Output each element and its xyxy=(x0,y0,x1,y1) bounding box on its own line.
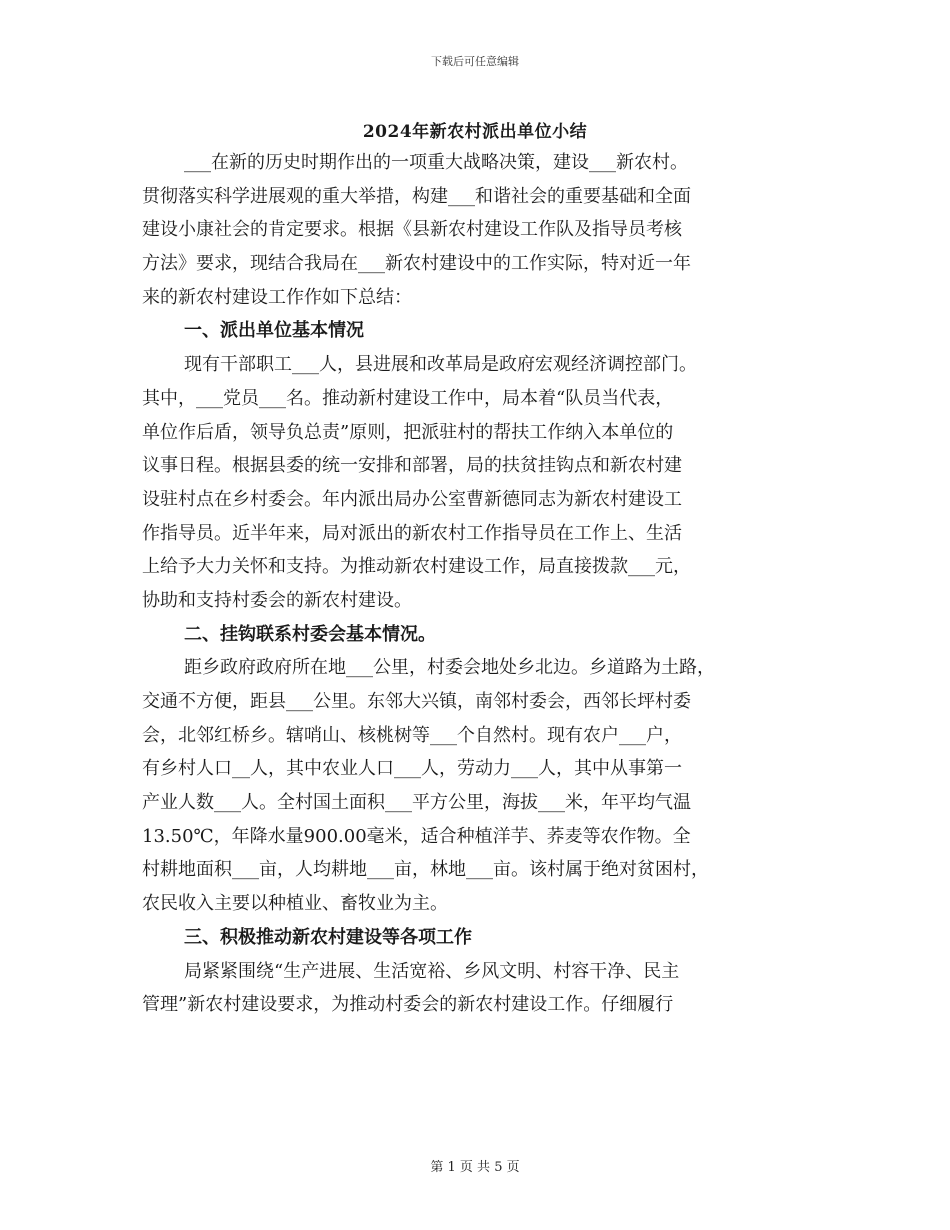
paragraph-line: 局紧紧围绕“生产进展、生活宽裕、乡风文明、村容干净、民主 xyxy=(184,960,680,982)
paragraph-line: 上给予大力关怀和支持。为推动新农村建设工作，局直接拨款___元， xyxy=(142,556,691,578)
paragraph-line: 交通不方便，距县___公里。东邻大兴镇，南邻村委会，西邻长坪村委 xyxy=(142,691,691,712)
paragraph-line: ___在新的历史时期作出的一项重大战略决策，建设___新农村。 xyxy=(184,152,688,173)
paragraph-line: 议事日程。根据县委的统一安排和部署，局的扶贫挂钩点和新农村建 xyxy=(142,455,682,477)
paragraph-line: 贯彻落实科学进展观的重大举措，构建___和谐社会的重要基础和全面 xyxy=(142,185,691,207)
paragraph-line: 会，北邻红桥乡。辖哨山、核桃树等___个自然村。现有农户___户， xyxy=(142,724,682,746)
paragraph-line: 管理”新农村建设要求，为推动村委会的新农村建设工作。仔细履行 xyxy=(142,994,674,1016)
document-title: 2024年新农村派出单位小结 xyxy=(362,122,588,142)
section-heading: 三、积极推动新农村建设等各项工作 xyxy=(184,926,472,948)
section-heading: 二、挂钩联系村委会基本情况。 xyxy=(184,623,436,645)
paragraph-line: 距乡政府政府所在地___公里，村委会地处乡北边。乡道路为土路， xyxy=(184,657,715,679)
paragraph-line: 13.50℃，年降水量900.00毫米，适合种植洋芋、荞麦等农作物。全 xyxy=(142,825,691,847)
page-footer-number: 第 1 页 共 5 页 xyxy=(430,1160,520,1175)
paragraph-line: 方法》要求，现结合我局在___新农村建设中的工作实际，特对近一年 xyxy=(142,253,691,275)
paragraph-line: 作指导员。近半年来，局对派出的新农村工作指导员在工作上、生活 xyxy=(142,522,682,544)
paragraph-line: 建设小康社会的肯定要求。根据《县新农村建设工作队及指导员考核 xyxy=(142,219,682,241)
paragraph-line: 其中，___党员___名。推动新村建设工作中，局本着“队员当代表， xyxy=(142,387,674,409)
page-header-note: 下载后可任意编辑 xyxy=(431,55,519,68)
paragraph-line: 村耕地面积___亩，人均耕地___亩，林地___亩。该村属于绝对贫困村， xyxy=(142,859,709,881)
paragraph-line: 设驻村点在乡村委会。年内派出局办公室曹新德同志为新农村建设工 xyxy=(142,488,682,510)
paragraph-line: 单位作后盾，领导负总责”原则，把派驻村的帮扶工作纳入本单位的 xyxy=(142,421,674,443)
section-heading: 一、派出单位基本情况 xyxy=(184,320,364,342)
paragraph-line: 产业人数___人。全村国土面积___平方公里，海拔___米，年平均气温 xyxy=(142,792,691,814)
paragraph-line: 协助和支持村委会的新农村建设。 xyxy=(142,589,412,611)
paragraph-line: 农民收入主要以种植业、畜牧业为主。 xyxy=(142,893,448,915)
paragraph-line: 现有干部职工___人，县进展和改革局是政府宏观经济调控部门。 xyxy=(184,354,697,376)
paragraph-line: 有乡村人口__人，其中农业人口___人，劳动力___人，其中从事第一 xyxy=(142,758,682,780)
document-body xyxy=(142,146,814,1022)
paragraph-line: 来的新农村建设工作作如下总结： xyxy=(142,286,412,308)
